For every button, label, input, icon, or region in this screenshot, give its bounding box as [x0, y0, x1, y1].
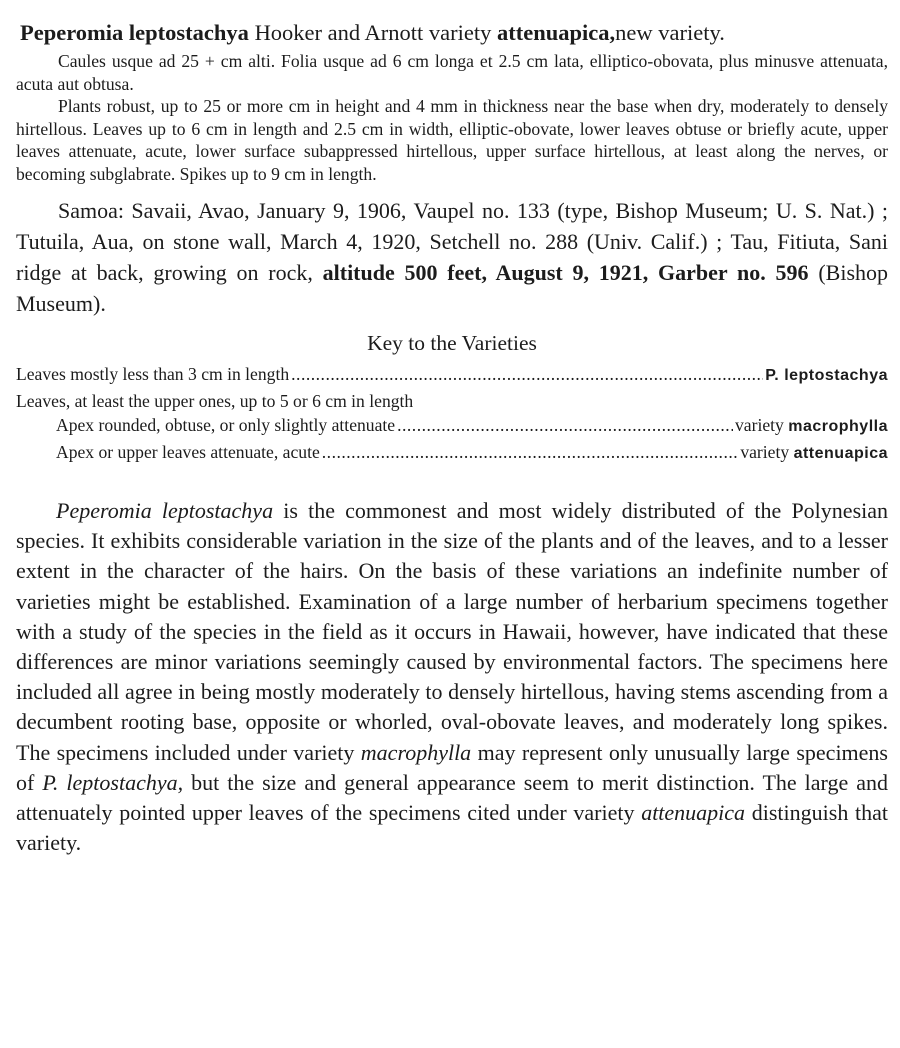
key-label: Apex or upper leaves attenuate, acute: [56, 441, 320, 462]
variety-key: [16, 362, 888, 466]
english-description: Plants robust, up to 25 or more cm in height and 4 mm in thickness near the base when dry, moderately to densely hirtellous. Leaves up to 6 cm in length and 2.5 cm in width, elliptic-obovate, lower leaves obtuse or briefly acute, upper leaves attenuate, acute, lower surface subappressed hirtellous, upper surface hirtellous, at least along the nerves, or becoming subglabrate. Spikes up to 9 cm in length.: [16, 96, 888, 184]
key-result: variety attenuapica: [740, 441, 888, 462]
variety-name: attenuapica,: [497, 20, 616, 45]
discussion-paragraph: Peperomia leptostachya is the commonest and most widely distributed of the Polynesian species. It exhibits considerable variation in the size of the plants and of the leaves, and to a lesser extent in the character of the hairs. On the basis of these variations an indefinite number of varieties might be established. Examination of a large number of herbarium specimens together with a study of the species in the field as it occurs in Hawaii, however, have indicated that these differences are minor variations seemingly caused by environmental factors. The specimens here included all agree in being mostly moderately to densely hirtellous, having stems ascending from a decumbent rooting base, opposite or whorled, oval-obovate leaves, and moderately long spikes. The specimens included under variety macrophylla may represent only unusually large specimens of P. leptostachya, but the size and general appearance seem to merit distinction. The large and attenuately pointed upper leaves of the specimens cited under variety attenuapica distinguish that variety.: [16, 498, 889, 856]
discussion-block: [16, 496, 888, 858]
key-label: Leaves mostly less than 3 cm in length: [16, 364, 290, 384]
key-row: [16, 389, 888, 414]
key-leader-dots: [291, 362, 763, 387]
species-heading: [20, 18, 888, 48]
latin-description: Caules usque ad 25 + cm alti. Folia usque ad 6 cm longa et 2.5 cm lata, elliptico-obovata, plus minusve attenuata, acuta aut obtusa.: [16, 51, 888, 94]
species-name: Peperomia leptostachya: [20, 20, 249, 45]
key-result: variety macrophylla: [734, 415, 888, 435]
key-row: [16, 440, 888, 467]
key-title: Key to the Varieties: [367, 331, 537, 355]
specimens-cited: [16, 195, 888, 319]
key-result: P. leptostachya: [765, 367, 888, 384]
key-row: [16, 413, 888, 440]
key-label: Apex rounded, obtuse, or only slightly attenuate: [56, 415, 396, 435]
key-leader-dots: [322, 440, 739, 465]
species-authors: Hooker and Arnott variety: [254, 20, 492, 45]
specimens-bold: altitude 500 feet, August 9, 1921, Garber no. 596: [322, 260, 809, 285]
description-block: [16, 50, 888, 185]
key-leader-dots: [397, 413, 733, 438]
specimens-intro: Samoa: Savaii, Avao, January 9, 1906, Vaupel no. 133 (type, Bishop Museum; U. S. Nat.) ; Tutuila, Aua, on stone wall, March 4, 1920, Setchell no. 288 (Univ. Calif.) ; Tau, Fitiuta, Sani ridge at back, growing on rock,: [16, 198, 888, 285]
key-label: Leaves, at least the upper ones, up to 5 or 6 cm in length: [16, 390, 414, 411]
specimens-tail: (Bishop Museum).: [16, 260, 889, 316]
variety-status: new variety.: [615, 20, 725, 45]
key-row: [16, 362, 888, 389]
